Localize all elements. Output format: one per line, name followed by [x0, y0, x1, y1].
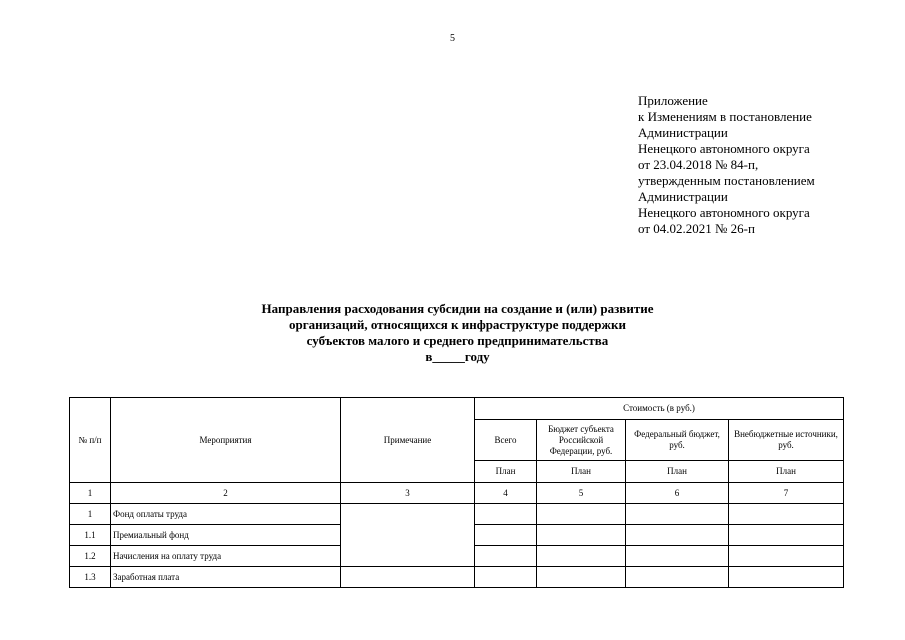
appendix-block: [638, 93, 815, 237]
header-federal-budget: Федеральный бюджет, руб.: [626, 420, 729, 461]
row-activity: Заработная плата: [111, 567, 341, 588]
column-number: 6: [626, 483, 729, 504]
header-activities: Мероприятия: [111, 398, 341, 483]
value-cell: [475, 525, 537, 546]
page-number: 5: [450, 33, 455, 44]
appendix-line: утвержденным постановлением: [638, 173, 815, 188]
appendix-line: от 23.04.2018 № 84-п,: [638, 157, 759, 172]
value-cell: [626, 546, 729, 567]
note-cell: [341, 567, 475, 588]
header-num: № п/п: [70, 398, 111, 483]
column-number: 2: [111, 483, 341, 504]
value-cell: [729, 567, 844, 588]
title-line: Направления расходования субсидии на создание и (или) развитие: [261, 301, 654, 316]
row-activity: Премиальный фонд: [111, 525, 341, 546]
header-cost: Стоимость (в руб.): [475, 398, 844, 420]
column-number: 5: [537, 483, 626, 504]
table-row: [70, 567, 844, 588]
row-number: 1: [70, 504, 111, 525]
value-cell: [626, 567, 729, 588]
title-line: организаций, относящихся к инфраструктуре поддержки: [289, 317, 626, 332]
appendix-line: Администрации: [638, 189, 728, 204]
header-total: Всего: [475, 420, 537, 461]
header-extrabudgetary: Внебюджетные источники, руб.: [729, 420, 844, 461]
header-note: Примечание: [341, 398, 475, 483]
value-cell: [729, 525, 844, 546]
value-cell: [537, 567, 626, 588]
column-number-row: [70, 483, 844, 504]
header-plan: План: [626, 461, 729, 483]
title-line: субъектов малого и среднего предпринимательства: [306, 333, 609, 348]
document-title: [200, 301, 715, 365]
value-cell: [729, 546, 844, 567]
column-number: 1: [70, 483, 111, 504]
value-cell: [475, 567, 537, 588]
row-number: 1.2: [70, 546, 111, 567]
appendix-line: к Изменениям в постановление: [638, 109, 812, 124]
expenditure-table: [69, 397, 844, 588]
value-cell: [537, 546, 626, 567]
column-number: 7: [729, 483, 844, 504]
appendix-line: Ненецкого автономного округа: [638, 205, 810, 220]
value-cell: [475, 504, 537, 525]
header-regional-budget: Бюджет субъекта Российской Федерации, руб.: [537, 420, 626, 461]
appendix-line: Администрации: [638, 125, 728, 140]
appendix-line: от 04.02.2021 № 26-п: [638, 221, 755, 236]
value-cell: [537, 525, 626, 546]
value-cell: [475, 546, 537, 567]
row-activity: Фонд оплаты труда: [111, 504, 341, 525]
column-number: 4: [475, 483, 537, 504]
value-cell: [729, 504, 844, 525]
header-plan: План: [475, 461, 537, 483]
appendix-line: Приложение: [638, 93, 708, 108]
row-number: 1.1: [70, 525, 111, 546]
header-plan: План: [729, 461, 844, 483]
value-cell: [537, 504, 626, 525]
row-number: 1.3: [70, 567, 111, 588]
column-number: 3: [341, 483, 475, 504]
header-plan: План: [537, 461, 626, 483]
value-cell: [626, 525, 729, 546]
appendix-line: Ненецкого автономного округа: [638, 141, 810, 156]
note-cell: [341, 504, 475, 567]
value-cell: [626, 504, 729, 525]
row-activity: Начисления на оплату труда: [111, 546, 341, 567]
table-row: [70, 504, 844, 525]
title-line: в_____году: [425, 349, 490, 364]
